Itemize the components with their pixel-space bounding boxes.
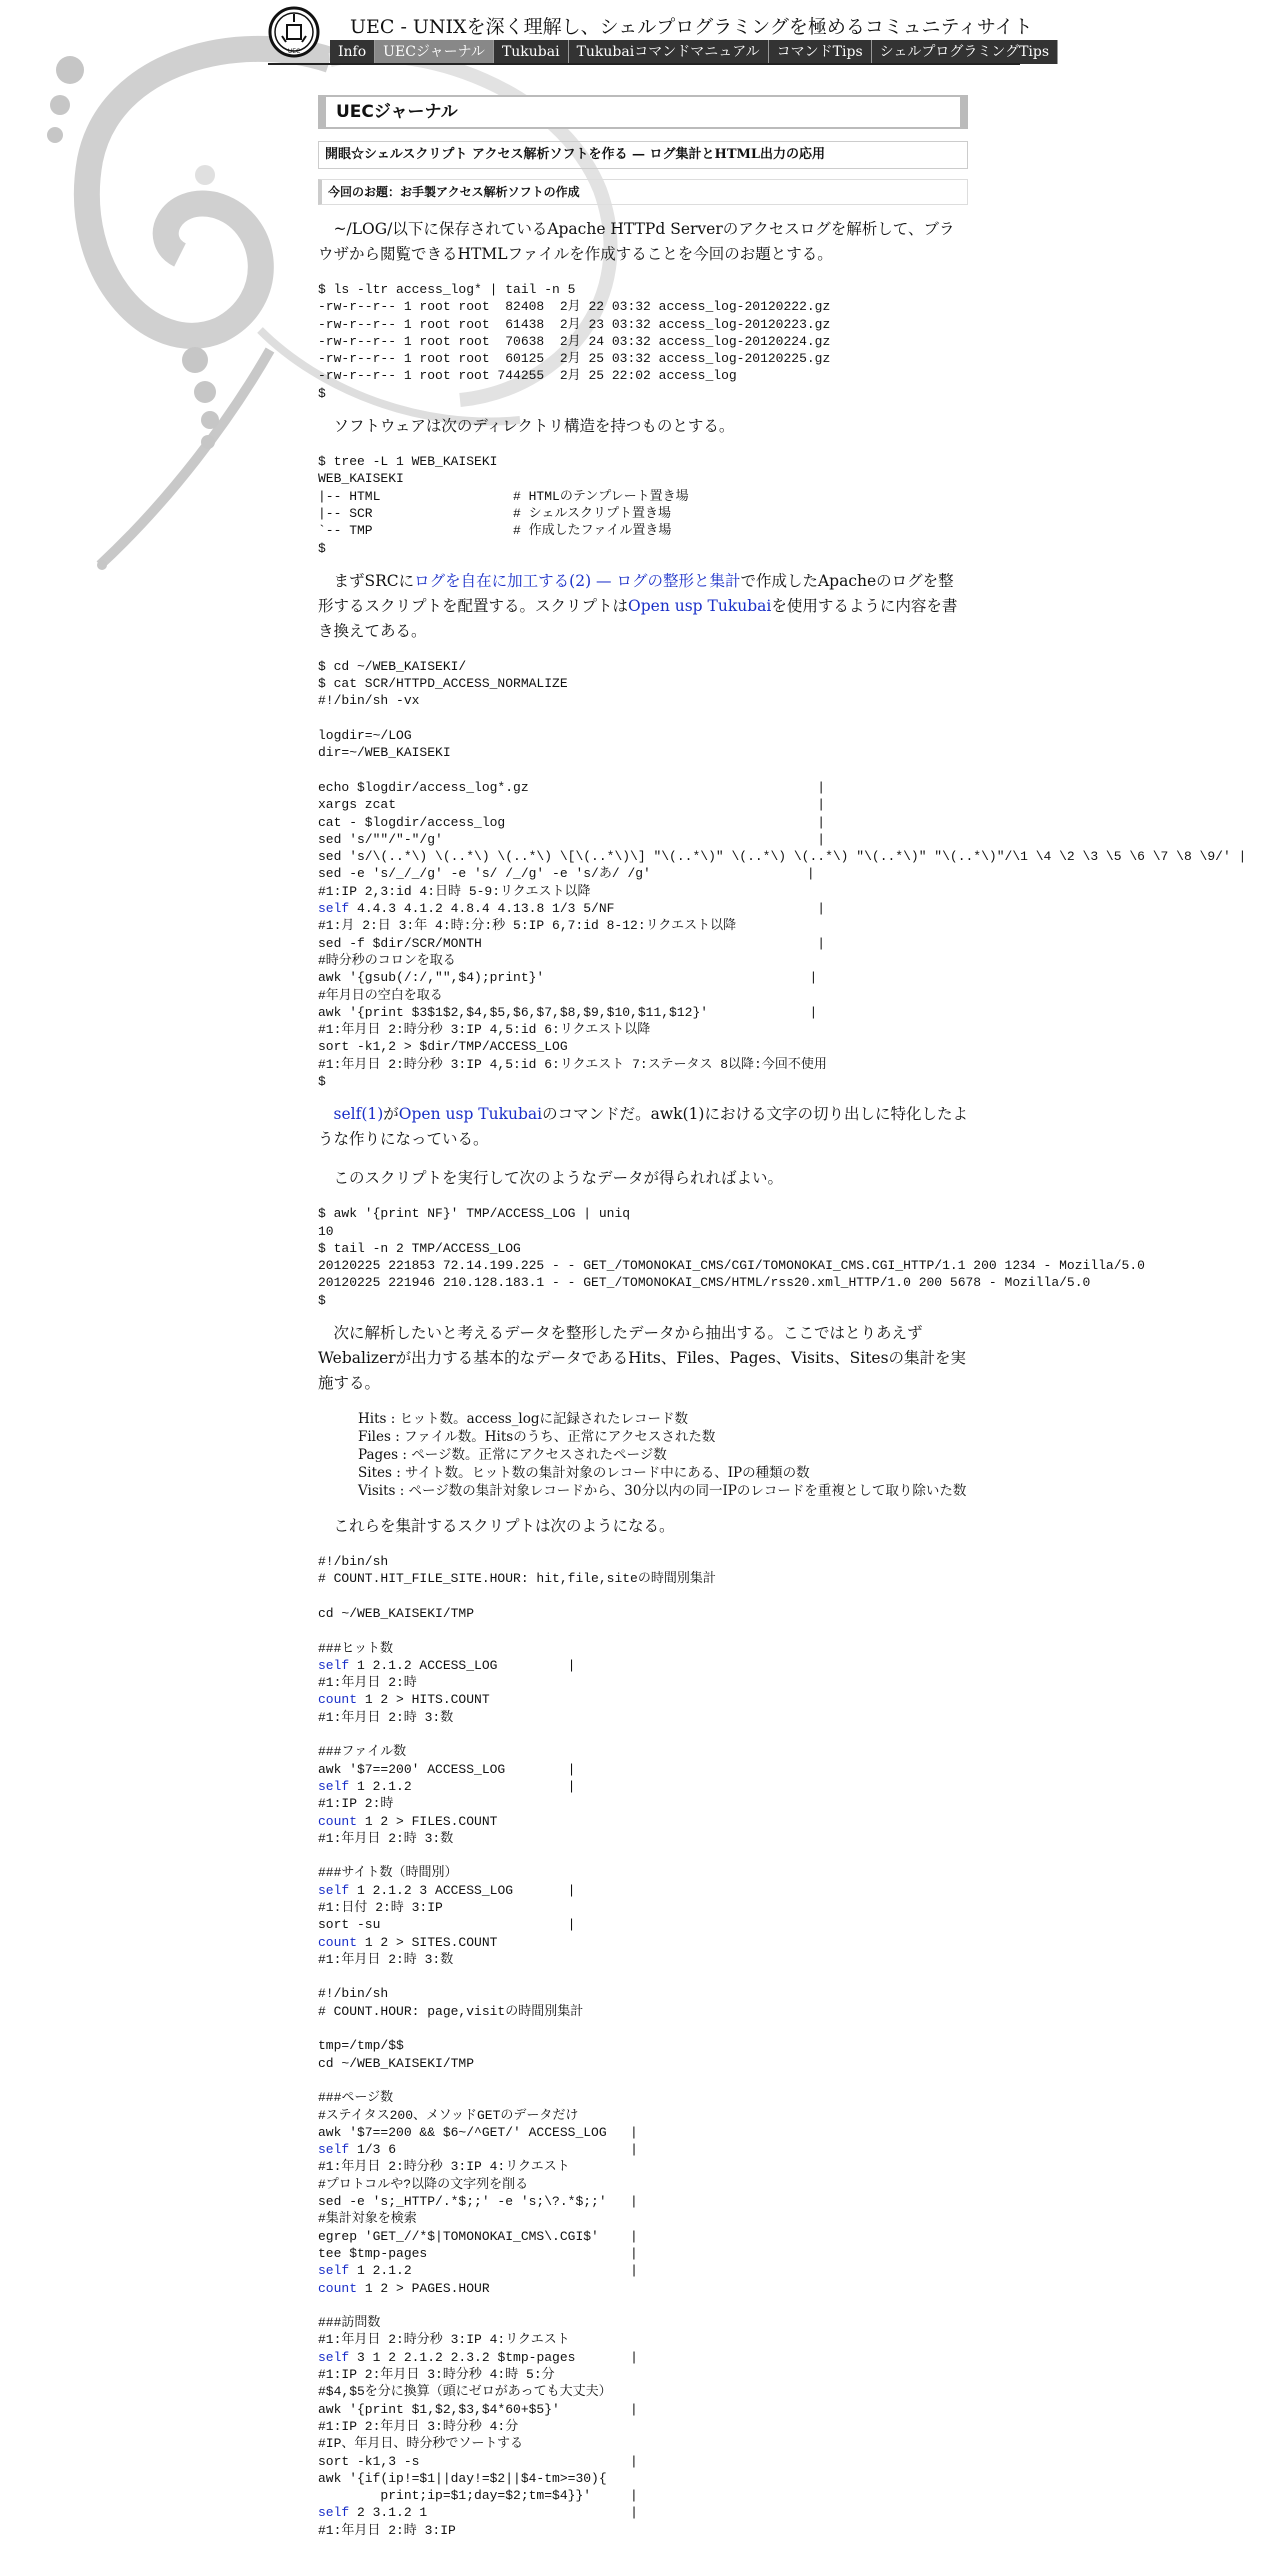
code-line [318,710,968,727]
definition-hits: Hits : ヒット数。access_logに記録されたレコード数 [358,1411,689,1428]
code-line: #1:年月日 2:時 3:IP [318,2522,456,2538]
nav-uec-journal[interactable]: UECジャーナル [375,40,494,64]
code-line [318,762,968,779]
code-line: # COUNT.HIT_FILE_SITE.HOUR: hit,file,siteの時間別集計 [318,1571,716,1587]
code-line: dir=~/WEB_KAISEKI [318,745,451,761]
code-line: #集計対象を検索 [318,2211,417,2227]
code-line: #1:年月日 2:時 3:数 [318,1709,454,1725]
code-line: sed 's/\(..*\) \(..*\) \(..*\) \[\(..*\)\] "\(..*\)" \(..*\) \(..*\) "\(..*\)" "\(..*\)"/\1 \4 \2 \3 \5 \6 \7 \8 \9/' | [318,849,1247,865]
code-line: count 1 2 > HITS.COUNT [318,1692,490,1708]
code-line: sed -e 's;_HTTP/.*$;;' -e 's;\?.*$;;' | [318,2194,638,2210]
code-line: sort -k1,2 > $dir/TMP/ACCESS_LOG [318,1039,568,1055]
code-line: awk '{print $1,$2,$3,$4*60+$5}' | [318,2401,638,2417]
code-line [318,1847,968,1864]
header-divider [268,63,1020,65]
self-command-link[interactable]: self(1) [333,1105,384,1124]
code-line: $ cd ~/WEB_KAISEKI/ [318,658,467,674]
code-line: #1:年月日 2:時分秒 3:IP 4:リクエスト [318,2332,570,2348]
code-line [318,1726,968,1743]
code-line: sed -e 's/_/_/g' -e 's/ /_/g' -e 's/あ/ /g' | [318,866,815,882]
code-block-result: $ awk '{print NF}' TMP/ACCESS_LOG | uniq 10 $ tail -n 2 TMP/ACCESS_LOG 20120225 221853 72.14.199.225 - - GET_/TOMONOKAI_CMS/CGI/TOMONOKAI_CMS.CGI_HTTP/1.1 200 1234 - Mozilla/5.0 20120225 221946 210.128.183.1 - - GET_/TOMONOKAI_CMS/HTML/rss20.xml_HTTP/1.0 200 5678 - Mozilla/5.0 $ [318,1206,1145,1308]
nav-info[interactable]: Info [330,40,375,64]
code-line: #1:日付 2:時 3:IP [318,1900,443,1915]
code-line: #1:IP 2:年月日 3:時分秒 4:時 5:分 [318,2367,555,2383]
code-line: awk '$7==200 && $6~/^GET/' ACCESS_LOG | [318,2124,638,2140]
definition-visits: Visits : ページ数の集計対象レコードから、30分以内の同一IPのレコードを重複として取り除いた数 [358,1483,967,1500]
code-line: ###ページ数 [318,2090,394,2106]
code-block-normalize [318,658,1247,1090]
code-line: #1:年月日 2:時分秒 3:IP 4,5:id 6:リクエスト以降 [318,1022,651,1038]
code-line [318,2020,968,2037]
code-line: #ステイタス200、メソッドGETのデータだけ [318,2107,579,2123]
self-command-paragraph: self(1)がOpen usp Tukubaiのコマンドだ。awk(1)における文字の切り出しに特化したような作りになっている。 [318,1105,968,1149]
article [318,95,1247,2551]
code-line: count 1 2 > PAGES.HOUR [318,2280,490,2296]
code-line: awk '{gsub(/:/,"",$4);print}' | [318,970,818,986]
nav-tukubai-manual[interactable]: Tukubaiコマンドマニュアル [569,40,769,64]
code-line [318,1588,968,1605]
metrics-definition-list [358,1410,968,1500]
code-block-count [318,1553,968,2539]
code-line: ###ヒット数 [318,1640,394,1656]
code-line: #1:月 2:日 3:年 4:時:分:秒 5:IP 6,7:id 8-12:リクエスト以降 [318,918,737,934]
code-line: #1:年月日 2:時 3:数 [318,1830,454,1846]
code-line: #1:年月日 2:時分秒 3:IP 4,5:id 6:リクエスト 7:ステータス 8以降:今回不使用 [318,1056,827,1072]
code-block-ls: $ ls -ltr access_log* | tail -n 5 -rw-r--r-- 1 root root 82408 2月 22 03:32 access_log-20120222.gz -rw-r--r-- 1 root root 61438 2月 23 03:32 access_log-20120223.gz -rw-r--r-- 1 root root 70638 2月 24 03:32 access_log-20120224.gz -rw-r--r-- 1 root root 60125 2月 25 03:32 access_log-20120225.gz -rw-r--r-- 1 root root 744255 2月 25 22:02 access_log $ [318,282,831,401]
tukubai-link-2[interactable]: Open usp Tukubai [398,1105,543,1124]
code-line: ###ファイル数 [318,1744,407,1760]
nav-tukubai[interactable]: Tukubai [494,40,569,64]
code-line: cat - $logdir/access_log | [318,814,826,830]
code-line [318,2072,968,2089]
code-line: egrep 'GET_//*$|TOMONOKAI_CMS\.CGI$' | [318,2228,638,2244]
code-line: #プロトコルや?以降の文字列を削る [318,2176,529,2192]
code-line: #!/bin/sh [318,1986,389,2002]
code-line: awk '$7==200' ACCESS_LOG | [318,1761,576,1777]
run-paragraph: このスクリプトを実行して次のようなデータが得られればよい。 [333,1169,784,1188]
site-title[interactable]: UEC - UNIXを深く理解し、シェルプログラミングを極めるコミュニティサイト [350,16,1033,38]
code-line: self 3 1 2 2.1.2 2.3.2 $tmp-pages | [318,2349,638,2365]
aggregate-paragraph: これらを集計するスクリプトは次のようになる。 [333,1517,675,1536]
code-line: #年月日の空白を取る [318,987,443,1003]
extract-paragraph: 次に解析したいと考えるデータを整形したデータから抽出する。ここではとりあえずWebalizerが出力する基本的なデータであるHits、Files、Pages、Visits、Sitesの集計を実施する。 [318,1324,967,1393]
code-line: $ [318,1073,326,1089]
code-line: #1:IP 2:年月日 3:時分秒 4:分 [318,2418,519,2434]
code-line: self 1 2.1.2 | [318,2263,638,2279]
definition-sites: Sites : サイト数。ヒット数の集計対象のレコード中にある、IPの種類の数 [358,1465,810,1482]
code-line [318,2297,968,2314]
code-line: cd ~/WEB_KAISEKI/TMP [318,2055,475,2071]
page-title: UECジャーナル [318,95,968,129]
code-line: #1:IP 2:時 [318,1796,394,1812]
code-line: echo $logdir/access_log*.gz | [318,779,826,795]
code-line: sort -k1,3 -s | [318,2453,638,2469]
code-line: self 2 3.1.2 1 | [318,2505,638,2521]
code-line: #!/bin/sh [318,1554,389,1570]
tukubai-link[interactable]: Open usp Tukubai [628,596,772,615]
code-line: #!/bin/sh -vx [318,693,420,709]
definition-files: Files : ファイル数。Hitsのうち、正常にアクセスされた数 [358,1429,716,1446]
nav-shell-tips[interactable]: シェルプログラミングTips [872,40,1058,64]
intro-paragraph: ~/LOG/以下に保存されているApache HTTPd Serverのアクセスログを解析して、ブラウザから閲覧できるHTMLファイルを作成することを今回のお題とする。 [318,220,955,263]
code-line: #IP、年月日、時分秒でソートする [318,2436,524,2452]
code-line: #時分秒のコロンを取る [318,952,456,968]
code-line [318,1622,968,1639]
code-line: sed 's/""/"-"/g' | [318,831,826,847]
code-line: sed -f $dir/SCR/MONTH | [318,935,826,951]
code-line: logdir=~/LOG [318,728,412,744]
site-header [268,6,1050,64]
log-processing-link[interactable]: ログを自在に加工する(2) — ログの整形と集計 [414,571,741,590]
code-line: #$4,$5を分に換算（頭にゼロがあっても大丈夫） [318,2384,612,2400]
code-line: awk '{if(ip!=$1||day!=$2||$4-tm>=30){ [318,2470,607,2486]
code-line: #1:年月日 2:時 3:数 [318,1951,454,1967]
code-line: sort -su | [318,1917,576,1933]
code-line: cd ~/WEB_KAISEKI/TMP [318,1605,475,1621]
definition-pages: Pages : ページ数。正常にアクセスされたページ数 [358,1447,667,1464]
code-line: # COUNT.HOUR: page,visitの時間別集計 [318,2003,584,2019]
code-line: self 1 2.1.2 | [318,1778,576,1794]
code-line: awk '{print $3$1$2,$4,$5,$6,$7,$8,$9,$10,$11,$12}' | [318,1004,818,1020]
code-line: self 1/3 6 | [318,2142,638,2158]
article-title: 開眼☆シェルスクリプト アクセス解析ソフトを作る — ログ集計とHTML出力の応用 [318,141,968,169]
uec-logo-icon[interactable] [268,6,320,58]
main-navigation [330,40,1058,64]
code-line: $ cat SCR/HTTPD_ACCESS_NORMALIZE [318,676,568,692]
code-line: #1:IP 2,3:id 4:日時 5-9:リクエスト以降 [318,883,591,899]
code-line: print;ip=$1;day=$2;tm=$4}}' | [318,2488,638,2504]
code-line: count 1 2 > FILES.COUNT [318,1813,498,1829]
code-line: ###訪問数 [318,2315,381,2331]
code-block-tree: $ tree -L 1 WEB_KAISEKI WEB_KAISEKI |-- HTML # HTMLのテンプレート置き場 |-- SCR # シェルスクリプト置き場 `-- TMP # 作成したファイル置き場 $ [318,454,689,556]
topic-heading: 今回のお題：お手製アクセス解析ソフトの作成 [318,179,968,205]
code-line: xargs zcat | [318,797,826,813]
code-line: count 1 2 > SITES.COUNT [318,1934,498,1950]
code-line: tee $tmp-pages | [318,2245,638,2261]
code-line: tmp=/tmp/$$ [318,2038,404,2054]
code-line: self 1 2.1.2 3 ACCESS_LOG | [318,1882,576,1898]
code-line: #1:年月日 2:時分秒 3:IP 4:リクエスト [318,2159,570,2175]
logo-text: UEC [287,48,301,55]
code-line: #1:年月日 2:時 [318,1675,417,1691]
directory-paragraph: ソフトウェアは次のディレクトリ構造を持つものとする。 [333,417,735,436]
script-intro-paragraph: まずSRCにログを自在に加工する(2) — ログの整形と集計で作成したApacheのログを整形するスクリプトを配置する。スクリプトはOpen usp Tukubaiを使用するように内容を書き換えてある。 [318,571,958,640]
code-line: self 4.4.3 4.1.2 4.8.4 4.13.8 1/3 5/NF | [318,901,826,917]
nav-command-tips[interactable]: コマンドTips [769,40,872,64]
code-line: ###サイト数（時間別） [318,1865,458,1881]
code-line [318,1968,968,1985]
code-line: self 1 2.1.2 ACCESS_LOG | [318,1657,576,1673]
